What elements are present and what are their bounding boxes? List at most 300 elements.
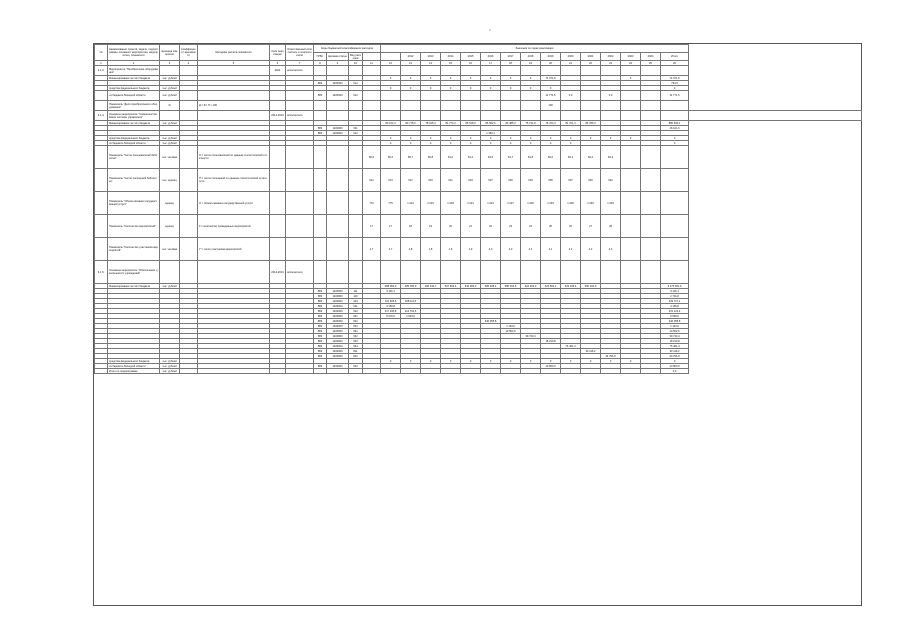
table-cell: 0 [521,76,541,81]
table-cell: 544 306,0 [461,284,481,289]
table-cell: 883 [314,364,327,369]
table-cell [601,111,621,121]
table-cell: 642 [601,169,621,192]
table-cell [421,66,441,76]
table-cell [621,66,641,76]
table-cell [363,66,381,76]
table-cell [441,66,461,76]
table-cell: 764,5 [661,81,689,86]
table-cell: 71 071,5 [661,76,689,81]
table-cell: 18 [401,215,421,238]
table-cell [349,369,363,374]
table-cell [198,66,270,76]
table-cell: О = объём оказания государственной услуги [198,192,270,215]
table-cell [441,91,461,101]
table-cell: 86 518,0 [461,121,481,126]
table-cell: 1400000 [327,324,349,329]
table-cell [481,369,501,374]
table-cell: 1 143,0 [501,324,521,329]
table-cell: 0 [421,76,441,81]
table-cell [180,261,198,284]
table-cell: 634 [349,344,363,349]
column-number: 25 [641,61,661,66]
table-cell: 0 [661,141,689,146]
table-cell: 1400000 [327,314,349,319]
table-cell [349,101,363,111]
header-grbs: ГРБС [314,53,327,61]
table-cell: 580 162,5 [501,284,521,289]
table-cell: 0 [381,76,401,81]
table-cell: 586 328,1 [481,284,501,289]
table-cell [661,169,689,192]
table-cell: 0 [501,359,521,364]
table-cell [314,169,327,192]
table-cell: 617 [401,169,421,192]
table-cell [661,238,689,261]
table-cell [521,66,541,76]
table-cell [641,215,661,238]
table-cell: из бюджета Липецкой области [108,141,160,146]
table-cell: 0 [421,359,441,364]
table-cell: тыс. рублей [160,86,180,91]
table-cell [160,111,180,121]
header-year: 2016 [481,53,501,61]
table-cell: 2014-2024 [270,261,286,284]
table-cell: 0 [581,359,601,364]
table-cell [521,101,541,111]
table-cell: 75 461,4 [561,344,581,349]
table-cell: 2 791,8 [661,294,689,299]
table-cell: 1400000 [327,91,349,101]
table-cell: 83 485,3 [501,121,521,126]
table-cell [349,66,363,76]
table-row [95,192,862,215]
table-cell: 1400000 [327,304,349,309]
table-row [95,369,862,374]
table-cell: тыс. рублей [160,359,180,364]
table-cell [421,91,441,101]
column-number: 1 [95,61,108,66]
table-cell: Показатель "Число посещений библиотек" [108,169,160,192]
table-cell: 39 743,4 [661,334,689,339]
table-cell: 18 210,8 [661,339,689,344]
table-cell [641,169,661,192]
column-number: 20 [541,61,561,66]
table-cell: 0 [481,141,501,146]
table-cell: 1 027 [501,192,521,215]
header-method: Методика расчёта показателя [198,45,270,61]
column-number: 6 [270,61,286,66]
table-cell: тыс. рублей [160,369,180,374]
table-cell [327,369,349,374]
column-number: 15 [441,61,461,66]
table-cell: 81,5 [481,146,501,169]
table-cell: 0 [381,136,401,141]
table-cell: 82,1 [561,146,581,169]
table-cell: 1400000 [327,131,349,136]
table-cell: 213 791,6 [401,309,421,314]
table-cell [327,215,349,238]
table-cell: 612 [349,91,363,101]
table-cell: К = количество проведённых мероприятий [198,215,270,238]
table-cell: 496 442,7 [421,284,441,289]
table-cell: 80 778,0 [401,121,421,126]
header-year: 2012 [401,53,421,61]
table-cell: 1400000 [327,81,349,86]
table-cell: 346 355,8 [481,319,501,324]
table-cell: 630 [501,169,521,192]
table-cell: 44 751,9 [661,354,689,359]
table-cell [327,169,349,192]
table-cell [363,261,381,284]
column-number: 3 [160,61,180,66]
table-cell [95,169,108,192]
table-cell [481,261,501,284]
table-cell: 2,2 [561,238,581,261]
table-cell: единиц [160,215,180,238]
table-cell: 1400000 [327,319,349,324]
table-cell: 2,0 [481,238,501,261]
table-cell [314,215,327,238]
table-cell: тыс. человек [160,146,180,169]
table-cell: тыс. рублей [160,76,180,81]
table-cell: 0,0 [561,91,581,101]
table-cell [327,192,349,215]
table-cell [661,261,689,284]
table-cell: 1 523,6 [401,314,421,319]
table-cell: 24 [521,215,541,238]
table-cell: из бюджета Липецкой области [108,364,160,369]
table-row [95,215,862,238]
table-cell: 82,2 [581,146,601,169]
table-cell [401,101,421,111]
table-cell: 1 036 [561,192,581,215]
table-cell: 633 [521,169,541,192]
table-cell [621,101,641,111]
table-cell [314,111,327,121]
table-cell: 613 [381,169,401,192]
table-cell: 346 355,8 [661,319,689,324]
table-cell [349,215,363,238]
table-cell [481,101,501,111]
table-cell [521,91,541,101]
table-cell [541,369,561,374]
table-cell: 0 [621,76,641,81]
table-cell: 1,9 [441,238,461,261]
table-cell: Показатель "Доля приобретённого оборудования" [108,101,160,111]
table-cell: 2022 [270,66,286,76]
table-cell: 81 701,4 [561,121,581,126]
table-cell: 30 116,2 [661,349,689,354]
table-cell [501,101,521,111]
table-cell: 612 [349,364,363,369]
table-cell [401,66,421,76]
table-cell: 0 [581,136,601,141]
table-cell [160,66,180,76]
table-cell [314,146,327,169]
table-cell: 1400000 [327,126,349,131]
table-cell: 78 015,4 [421,121,441,126]
column-number: 8 [314,61,327,66]
table-cell: 812 [349,354,363,359]
table-cell [381,369,401,374]
column-number: 13 [401,61,421,66]
table-cell [481,66,501,76]
table-cell: 80,6 [381,146,401,169]
table-cell: 6 175 061,6 [661,284,689,289]
table-cell: Мероприятие "Приобретение оборудования" [109,67,158,74]
table-cell: 0 [481,76,501,81]
table-cell [327,111,349,121]
table-cell [327,101,349,111]
table-cell: 1400000 [327,354,349,359]
table-cell: исполнители [286,111,314,121]
table-cell: 0 [381,86,401,91]
table-cell: 108 111,5 [401,299,421,304]
table-cell: из бюджета Липецкой области [108,91,160,101]
table-cell: 0 [541,136,561,141]
table-cell: Финансирование за счёт бюджета [108,76,160,81]
column-number: 2 [108,61,160,66]
table-cell: 111 [349,289,363,294]
table-cell: тыс. рублей [160,121,180,126]
table-cell: 775 [381,192,401,215]
table-cell [581,369,601,374]
table-cell: 883 [314,334,327,339]
table-cell [381,66,401,76]
table-cell [286,369,314,374]
table-cell [461,91,481,101]
table-cell: 86 786,3 [581,121,601,126]
table-row [95,91,862,101]
table-cell: 75 704,4 [541,121,561,126]
table-cell: 0 [401,359,421,364]
table-cell: 2,0 [501,238,521,261]
table-cell: 0 [461,136,481,141]
table-cell: 0 [501,141,521,146]
header-year: 2015 [461,53,481,61]
table-cell: 612 [363,169,381,192]
table-cell [621,215,641,238]
table-cell: 0 [401,76,421,81]
table-cell: 11 771,5 [661,91,689,101]
table-cell [661,111,689,121]
table-cell: 11 771,5 [541,91,561,101]
table-cell: 632 [349,334,363,339]
table-cell: 0 [501,86,521,91]
table-cell: 883 [314,91,327,101]
table-cell: 80,7 [401,146,421,169]
table-cell: 507 602,4 [441,284,461,289]
table-cell [621,169,641,192]
table-cell [641,66,661,76]
table-cell: 1 045 [601,192,621,215]
table-cell: Показатель "Количество мероприятий" [108,215,160,238]
table-cell [95,215,108,238]
table-cell [641,146,661,169]
table-cell [314,192,327,215]
table-cell: 100 [541,101,561,111]
table-cell [541,66,561,76]
table-cell: 3 166,8 [661,304,689,309]
table-cell: 1 012 [401,192,421,215]
table-cell: 0 [661,359,689,364]
column-number: 4 [180,61,198,66]
table-cell [286,91,314,101]
table-cell [421,101,441,111]
table-cell: 1 040 [581,192,601,215]
table-cell [270,369,286,374]
table-cell [349,169,363,192]
table-cell: 611 [349,126,363,131]
table-cell: 0 [661,136,689,141]
table-cell: 44 751,9 [601,354,621,359]
table-cell [270,192,286,215]
table-cell [95,101,108,111]
table-cell [314,238,327,261]
table-cell: 0 [561,136,581,141]
table-cell: 0,0 [661,369,689,374]
table-cell: 80,8 [421,146,441,169]
table-cell: 1400000 [327,309,349,314]
table-cell: 1400000 [327,329,349,334]
column-number: 14 [421,61,441,66]
table-cell [401,261,421,284]
table-cell [601,101,621,111]
table-cell: П = число пользователей по данным статистической отчётности [198,146,270,169]
table-cell [381,111,401,121]
table-cell [286,101,314,111]
table-cell: 621 [349,314,363,319]
table-cell: 883 [314,294,327,299]
table-cell: 0 [661,86,689,91]
table-row [95,238,862,261]
table-cell [270,169,286,192]
table-cell: 26 [561,215,581,238]
table-cell [601,66,621,76]
table-cell: 883 [314,339,327,344]
table-cell [501,66,521,76]
header-row [95,45,862,53]
table-cell [180,111,198,121]
table-cell [401,369,421,374]
header-year: 2014 [441,53,461,61]
table-cell [95,146,108,169]
column-number: 23 [601,61,621,66]
table-cell: 0 [481,86,501,91]
table-cell: 640 [581,169,601,192]
table-cell: Итого по подпрограмме [108,369,160,374]
table-cell: 2,2 [581,238,601,261]
table-cell: 0 [421,86,441,91]
table-cell: 883 [314,309,327,314]
table-cell: 883 [314,349,327,354]
table-cell [581,261,601,284]
table-cell [160,261,180,284]
header-year: 2022 [601,53,621,61]
table-cell: 1 143,0 [661,324,689,329]
table-cell: 0 [421,136,441,141]
table-cell: 883 [314,329,327,334]
table-cell [180,101,198,111]
column-number: 12 [381,61,401,66]
table-cell: 1400000 [327,339,349,344]
column-number: 22 [581,61,601,66]
table-cell [501,111,521,121]
table-cell: средства федерального бюджета [108,86,160,91]
table-cell [641,111,661,121]
table-cell [621,192,641,215]
table-cell [270,101,286,111]
table-cell: 1400000 [327,364,349,369]
table-cell: 488 063,0 [381,284,401,289]
table-cell: 627 [481,169,501,192]
table-cell [314,66,327,76]
table-cell: тыс. рублей [160,91,180,101]
table-cell: 883 [314,319,327,324]
table-cell: 0 [441,141,461,146]
table-cell: 1400000 [327,289,349,294]
table-cell: 883 [314,299,327,304]
table-cell: 1 033 [541,192,561,215]
header-budget-codes: Коды бюджетной классификации расходов [314,45,381,53]
table-cell: 25 [541,215,561,238]
table-cell: 485 784,0 [401,284,421,289]
table-cell [314,261,327,284]
table-cell: 82,0 [541,146,561,169]
table-cell [180,91,198,101]
table-cell: 81,0 [441,146,461,169]
table-cell [327,66,349,76]
table-cell: 71 071,5 [541,76,561,81]
table-cell: 635 [541,169,561,192]
table-cell: 0 [521,359,541,364]
table-cell [421,369,441,374]
table-cell [621,91,641,101]
table-cell: 0 [461,86,481,91]
table-cell: 81,8 [521,146,541,169]
column-number: 7 [286,61,314,66]
table-cell: 2,3 [601,238,621,261]
table-cell [621,146,641,169]
table-cell [314,101,327,111]
table-cell: 883 [314,304,327,309]
table-cell: Основное мероприятие "Совершенствование системы управления" [108,111,160,121]
table-cell: 1,8 [401,238,421,261]
header-coef: Коэффициент значимости [180,45,198,61]
table-cell [661,215,689,238]
table-cell: 9 116,1 [381,289,401,294]
table-cell [286,215,314,238]
table-cell: единиц [160,192,180,215]
table-cell [689,111,862,121]
table-cell: 75 741,8 [521,121,541,126]
table-cell: тыс. человек [160,238,180,261]
table-cell: 1,8 [421,238,441,261]
table-cell [401,91,421,101]
table-cell: 20 [441,215,461,238]
header-no: № [95,45,108,61]
table-cell [561,66,581,76]
table-cell [95,192,108,215]
table-cell [581,111,601,121]
table-cell: 637 [561,169,581,192]
table-cell [601,369,621,374]
table-cell: Показатель "Число пользователей библиотек" [108,146,160,169]
table-cell [481,91,501,101]
table-cell [314,369,327,374]
table-cell: 28 [601,215,621,238]
